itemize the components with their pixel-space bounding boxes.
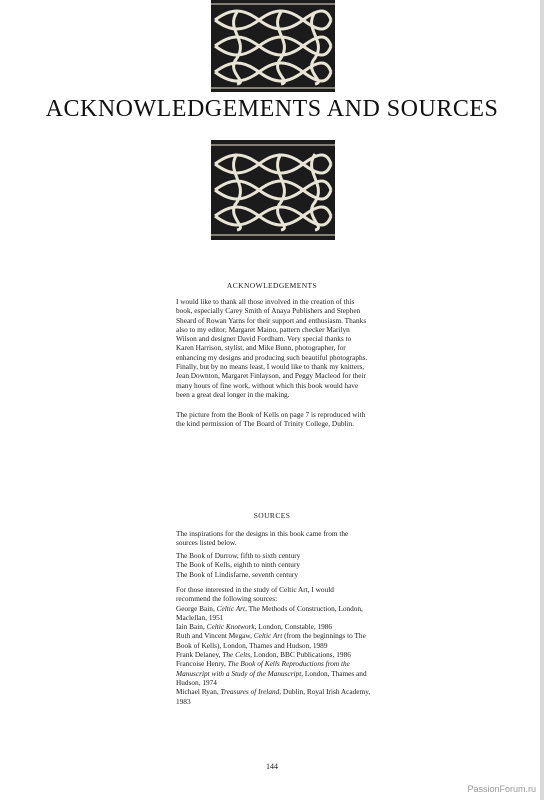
text-line: Sheard of Rowan Yarns for their support and enthusiasm. Thanks — [176, 315, 367, 325]
sources-intro — [176, 529, 426, 548]
text-line: The picture from the Book of Kells on page 7 is reproduced with — [176, 410, 366, 419]
reference-title: Treasures of Ireland — [220, 687, 280, 697]
reference-details: , Dublin, Royal Irish Academy, — [279, 687, 371, 697]
text-line: book, especially Carey Smith of Anaya Publishers and Stephen — [176, 306, 361, 316]
reference-author: Frank Delaney, — [176, 650, 223, 660]
reference-continuation: Book of Kells), London, Thames and Hudson, 1989 — [176, 640, 328, 650]
manuscript-list — [176, 551, 436, 579]
text-line: For those interested in the study of Celtic Art, I would — [176, 585, 334, 594]
reference-list — [176, 585, 436, 706]
reference-item — [176, 604, 436, 613]
reference-details: , The Methods of Construction, London, — [245, 603, 363, 613]
reference-author: Ruth and Vincent Megaw, — [176, 631, 254, 641]
text-line: Karen Harrison, stylist, and Mike Bunn, photographer, for — [176, 343, 346, 353]
reference-author: Michael Ryan, — [176, 687, 221, 697]
text-line: also to my editor, Margaret Maino, pattern checker Marilyn — [176, 324, 350, 334]
text-line: recommend the following sources: — [176, 594, 278, 604]
page-title: ACKNOWLEDGEMENTS AND SOURCES — [45, 96, 499, 122]
reference-item — [176, 650, 436, 659]
reference-author: Francoise Henry, — [176, 659, 228, 669]
reference-details: , London, BBC Publications, 1986 — [250, 650, 351, 660]
text-line: sources listed below. — [176, 538, 237, 548]
reference-item — [176, 631, 436, 640]
reference-details: , London, Constable, 1986 — [254, 622, 333, 632]
manuscript-item: The Book of Lindisfarne, seventh century — [176, 569, 298, 579]
reference-title: The Celts — [222, 650, 251, 660]
reference-continuation: Hudson, 1974 — [176, 677, 217, 687]
reference-item — [176, 622, 436, 631]
celtic-knot-middle-graphic — [211, 140, 335, 240]
reference-title: Celtic Art — [216, 603, 246, 613]
reference-title: Manuscript with a Study of the Manuscript — [176, 668, 302, 678]
reference-item — [176, 659, 436, 668]
reference-details: , London, Thames and — [301, 668, 367, 678]
text-line: the kind permission of The Board of Trinity College, Dublin. — [176, 419, 355, 429]
acknowledgements-paragraph — [176, 297, 426, 399]
text-line: I would like to thank all those involved in the creation of this — [176, 297, 355, 306]
celtic-knot-panel-top — [211, 0, 335, 92]
reference-details: (from the beginnings to The — [282, 631, 366, 641]
text-line: been a great deal longer in the making. — [176, 389, 290, 399]
sources-heading: SOURCES — [253, 511, 291, 520]
reference-title: Celtic Knotwork — [206, 622, 255, 632]
acknowledgements-heading: ACKNOWLEDGEMENTS — [226, 281, 318, 290]
watermark: PassionForum.ru — [467, 784, 536, 794]
celtic-knot-panel-middle — [211, 140, 335, 240]
text-line: Wilson and designer David Fordham. Very special thanks to — [176, 334, 352, 344]
text-line: many hours of fine work, without which this book would have — [176, 380, 359, 390]
reference-title: The Book of Kells Reproductions from the — [227, 659, 350, 669]
text-line: Jean Downton, Margaret Finlayson, and Peggy Macleod for their — [176, 371, 366, 381]
reference-author: George Bain, — [176, 603, 217, 613]
celtic-knot-top-graphic — [211, 0, 335, 92]
manuscript-item: The Book of Kells, eighth to ninth century — [176, 560, 301, 570]
reference-author: Iain Bain, — [176, 622, 207, 632]
page-number: 144 — [266, 762, 278, 771]
text-line: The inspirations for the designs in this book came from the — [176, 529, 349, 538]
reference-continuation: Maclellan, 1951 — [176, 612, 224, 622]
manuscript-item: The Book of Durrow, fifth to sixth century — [176, 551, 301, 560]
reference-continuation: 1983 — [176, 696, 191, 706]
text-line: Finally, but by no means least, I would like to thank my knitters, — [176, 362, 365, 372]
reference-title: Celtic Art — [253, 631, 283, 641]
reference-item — [176, 687, 436, 696]
permission-paragraph — [176, 410, 426, 429]
text-line: enhancing my designs and producing such beautiful photographs. — [176, 352, 368, 362]
reference-continuation — [176, 669, 436, 678]
